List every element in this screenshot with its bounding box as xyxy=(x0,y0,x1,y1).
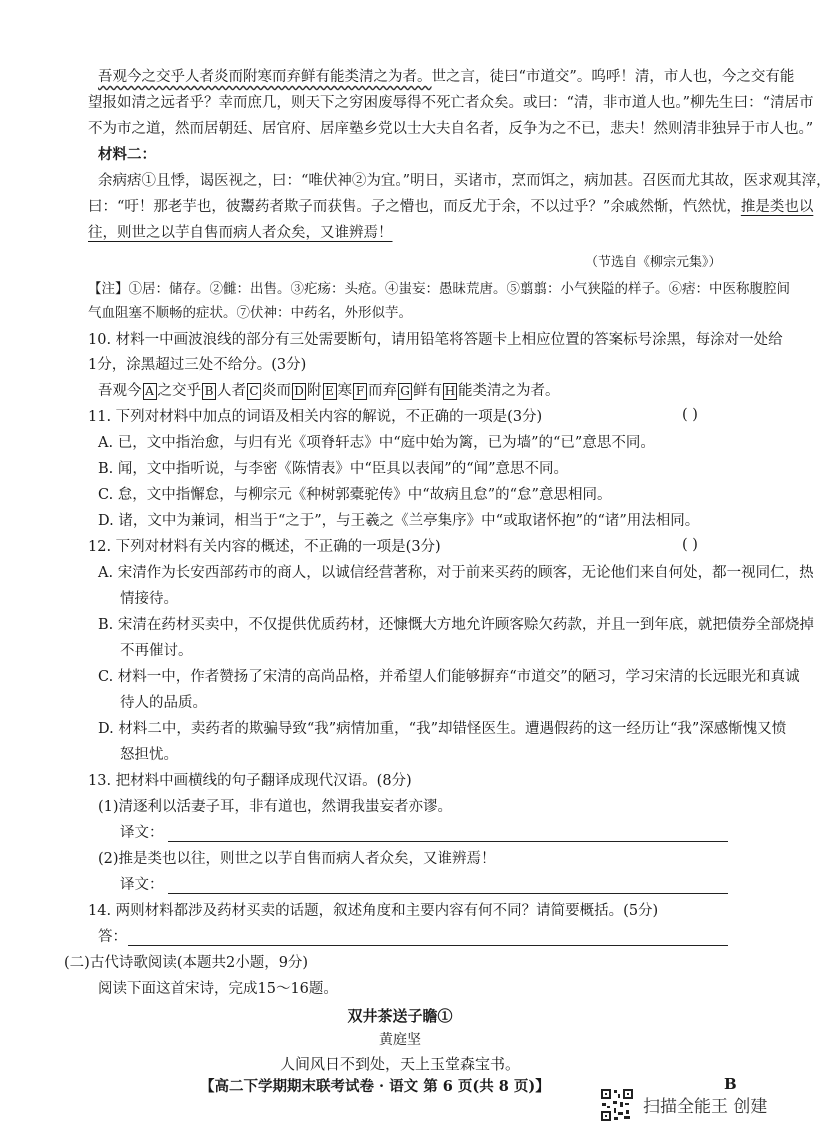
scanner-watermark: 扫描全能王 创建 xyxy=(643,1097,768,1117)
translation-line-2[interactable] xyxy=(168,893,728,894)
q10-segment: 人者 xyxy=(217,383,246,399)
option-b: B. 宋清在药材买卖中，不仅提供优质药材，还慷慨大方地允许顾客赊欠药款，并且一到年底，就把债券全部烧掉 xyxy=(98,617,814,633)
passage-line xyxy=(88,223,393,243)
question-14-stem: 14. 两则材料都涉及药材买卖的话题，叙述角度和主要内容有何不同？请简要概括。(5分) xyxy=(88,903,659,919)
passage-line: 望报如清之远者乎？幸而庶几，则天下之穷困废辱得不死亡者众矣。或曰：“清，非市道人也。”柳先生曰：“清居市 xyxy=(88,95,814,111)
translation-line-1[interactable] xyxy=(168,841,728,842)
passage-line xyxy=(88,197,813,217)
source-citation: （节选自《柳宗元集》） xyxy=(585,255,722,270)
q10-box-a[interactable]: A xyxy=(143,383,157,400)
q10-segment: 能类清之为者。 xyxy=(458,383,560,399)
question-10-stem: 1分，涂黑超过三处不给分。(3分) xyxy=(88,357,307,373)
q10-segment: 炎而 xyxy=(262,383,291,399)
poem-title: 双井茶送子瞻① xyxy=(347,1007,453,1025)
q10-box-g[interactable]: G xyxy=(398,383,412,400)
option-a: A. 宋清作为长安西部药市的商人，以诚信经营著称，对于前来买药的顾客，无论他们来自何处，都一视同仁，热 xyxy=(98,565,814,581)
option-c: C. 怠，文中指懈怠，与柳宗元《种树郭橐驼传》中“故病且怠”的“怠”意思相同。 xyxy=(98,487,612,503)
answer-paren[interactable]: ( ) xyxy=(682,407,698,423)
qr-code-icon xyxy=(600,1088,634,1122)
translation-label: 译文： xyxy=(120,877,164,893)
answer-label: 答： xyxy=(98,929,127,945)
underlined-sentence: 往，则世之以芋自售而病人者众矣，又谁辨焉！ xyxy=(88,225,393,241)
section-heading: (二)古代诗歌阅读(本题共2小题，9分) xyxy=(64,955,309,971)
question-11-stem: 11. 下列对材料中加点的词语及相关内容的解说，不正确的一项是(3分) xyxy=(88,409,543,425)
question-12-stem: 12. 下列对材料有关内容的概述，不正确的一项是(3分) xyxy=(88,539,441,555)
q10-box-h[interactable]: H xyxy=(444,383,456,398)
passage-text: 曰：“吁！那老芋也，彼鬻药者欺子而获售。子之懵也，而反尤于余，不以过乎？”余戚然惭，忾然忧， xyxy=(88,199,741,215)
option-d: D. 诸，文中为兼词，相当于“之于”，与王羲之《兰亭集序》中“或取诸怀抱”的“诸”用法相同。 xyxy=(98,513,700,529)
q10-sentence xyxy=(98,381,560,401)
passage-line xyxy=(98,67,794,87)
q10-segment: 吾观今 xyxy=(98,383,142,399)
paper-version: B xyxy=(724,1075,737,1093)
notes-line: 气血阻塞不顺畅的症状。⑦伏神：中药名，外形似芋。 xyxy=(88,305,412,321)
q10-box-b[interactable]: B xyxy=(202,383,216,400)
option-d-cont: 怒担忧。 xyxy=(120,747,178,763)
option-a-cont: 情接待。 xyxy=(120,591,178,607)
answer-line[interactable] xyxy=(128,945,728,946)
option-c: C. 材料一中，作者赞扬了宋清的高尚品格，并希望人们能够摒弃“市道交”的陋习，学习宋清的长远眼光和真诚 xyxy=(98,669,800,685)
q13-sentence-2: (2)推是类也以往，则世之以芋自售而病人者众矣，又谁辨焉！ xyxy=(98,851,496,867)
option-a: A. 已，文中指治愈，与归有光《项脊轩志》中“庭中始为篱，已为墙”的“已”意思不同。 xyxy=(98,435,655,451)
translation-label: 译文： xyxy=(120,825,164,841)
option-b-cont: 不再催讨。 xyxy=(120,643,193,659)
option-c-cont: 待人的品质。 xyxy=(120,695,207,711)
section-intro: 阅读下面这首宋诗，完成15～16题。 xyxy=(98,981,338,997)
q10-segment: 而弃 xyxy=(368,383,397,399)
q10-segment: 附 xyxy=(307,383,322,399)
q10-segment: 鲜有 xyxy=(413,383,442,399)
underlined-sentence: 推是类也以 xyxy=(740,199,814,215)
material-two-title: 材料二： xyxy=(98,146,156,163)
q13-sentence-1: (1)清逐利以活妻子耳，非有道也，然谓我蚩妄者亦谬。 xyxy=(98,799,453,815)
option-d: D. 材料二中，卖药者的欺骗导致“我”病情加重，“我”却错怪医生。遭遇假药的这一经历让“我”深感惭愧又愤 xyxy=(98,721,787,737)
notes-line: 【注】①居：储存。②雠：出售。③疕疡：头疮。④蚩妄：愚昧荒唐。⑤翦翦：小气狭隘的样子。⑥痞：中医称腹腔间 xyxy=(88,281,790,297)
question-10-stem: 10. 材料一中画波浪线的部分有三处需要断句，请用铅笔将答题卡上相应位置的答案标号涂黑，每涂对一处给 xyxy=(88,332,783,348)
q10-box-f[interactable]: F xyxy=(353,383,367,400)
page-footer: 【高二下学期期末联考试卷 · 语文 第 6 页(共 8 页)】 xyxy=(200,1078,550,1095)
poem-line: 人间风日不到处，天上玉堂森宝书。 xyxy=(279,1055,520,1073)
passage-line: 余病痞①且悸，谒医视之，曰：“唯伏神②为宜。”明日，买诸市，烹而饵之，病加甚。召医而尤其故，医求观其滓， xyxy=(98,173,831,189)
q10-segment: 寒 xyxy=(337,383,352,399)
q10-box-e[interactable]: E xyxy=(323,383,337,400)
passage-line: 不为市之道，然而居朝廷、居官府、居庠塾乡党以士大夫自名者，反争为之不已，悲夫！然则清非独异于市人也。” xyxy=(88,121,814,137)
question-13-stem: 13. 把材料中画横线的句子翻译成现代汉语。(8分) xyxy=(88,773,412,789)
option-b: B. 闻，文中指听说，与李密《陈情表》中“臣具以表闻”的“闻”意思不同。 xyxy=(98,461,569,477)
q10-box-c[interactable]: C xyxy=(247,383,261,400)
passage-text: 世之言，徒曰“市道交”。呜呼！清，市人也，今之交有能 xyxy=(431,69,795,85)
wavy-sentence: 吾观今之交乎人者炎而附寒而弃鲜有能类清之为者。 xyxy=(98,69,432,85)
q10-segment: 之交乎 xyxy=(157,383,201,399)
poem-author: 黄庭坚 xyxy=(379,1032,421,1048)
answer-paren[interactable]: ( ) xyxy=(682,537,698,553)
q10-box-d[interactable]: D xyxy=(292,383,306,400)
